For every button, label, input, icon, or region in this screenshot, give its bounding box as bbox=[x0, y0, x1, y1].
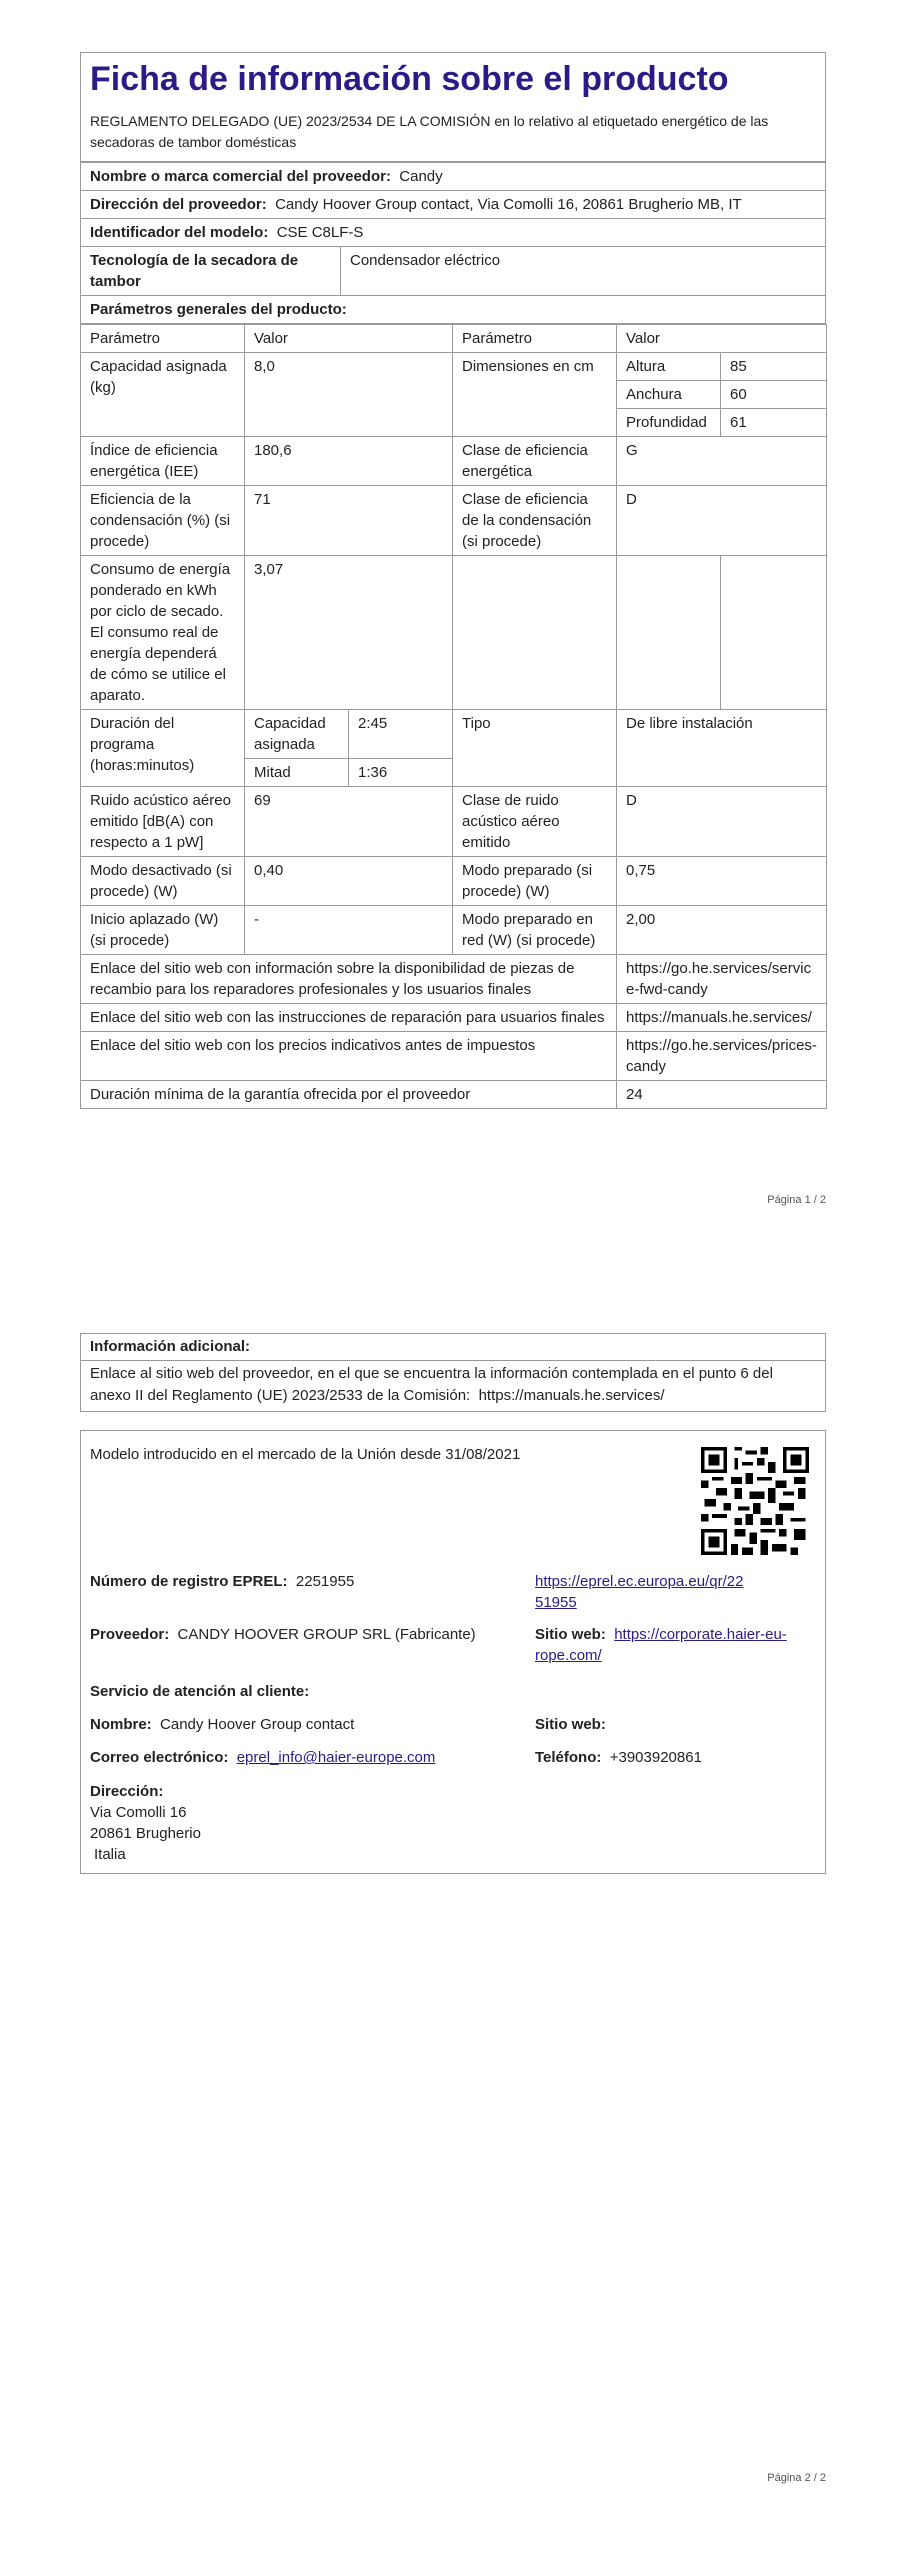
energy-class-value: G bbox=[617, 437, 827, 486]
supplier-name-label: Nombre o marca comercial del proveedor: bbox=[90, 168, 391, 185]
eprel-reg-link-line1[interactable]: https://eprel.ec.europa.eu/qr/22 bbox=[535, 1573, 744, 1590]
width-label: Anchura bbox=[617, 381, 721, 409]
regulation-subtitle: REGLAMENTO DELEGADO (UE) 2023/2534 DE LA COMISIÓN en lo relativo al etiquetado energético de las secadoras de tambor domésticas bbox=[90, 113, 769, 150]
eprel-reg-value: 2251955 bbox=[295, 1573, 355, 1590]
contact-name-row bbox=[90, 1714, 354, 1735]
phone-label: Teléfono: bbox=[535, 1749, 602, 1766]
repair-label: Enlace del sitio web con las instrucciones de reparación para usuarios finales bbox=[81, 1004, 617, 1032]
model-row bbox=[81, 219, 826, 247]
standby-label: Modo preparado (si procede) (W) bbox=[453, 857, 617, 906]
qr-code-icon[interactable] bbox=[701, 1447, 809, 1555]
supplier-name-value: Candy bbox=[399, 168, 443, 185]
off-mode-value: 0,40 bbox=[245, 857, 453, 906]
email-label: Correo electrónico: bbox=[90, 1749, 229, 1766]
params-section-label: Parámetros generales del producto: bbox=[81, 296, 826, 324]
warranty-label: Duración mínima de la garantía ofrecida por el proveedor bbox=[81, 1081, 617, 1109]
product-information-sheet bbox=[80, 52, 826, 1109]
model-value: CSE C8LF-S bbox=[276, 224, 364, 241]
repair-link[interactable]: https://manuals.he.services/ bbox=[617, 1004, 827, 1032]
off-mode-label: Modo desactivado (si procede) (W) bbox=[81, 857, 245, 906]
noise-value: 69 bbox=[245, 787, 453, 857]
phone-row bbox=[535, 1747, 702, 1768]
supplier-label: Proveedor: bbox=[90, 1626, 170, 1643]
noise-class-label: Clase de ruido acústico aéreo emitido bbox=[453, 787, 617, 857]
additional-info-url[interactable]: https://manuals.he.services/ bbox=[478, 1387, 665, 1404]
additional-info-box bbox=[80, 1333, 826, 1412]
energy-consumption-value: 3,07 bbox=[245, 556, 453, 710]
capacity-value: 8,0 bbox=[245, 353, 453, 437]
supplier-address-value: Candy Hoover Group contact, Via Comolli 16, 20861 Brugherio MB, IT bbox=[275, 196, 742, 213]
network-standby-value: 2,00 bbox=[617, 906, 827, 955]
cond-eff-value: 71 bbox=[245, 486, 453, 556]
website-link-line2[interactable]: rope.com/ bbox=[535, 1647, 602, 1664]
energy-class-label: Clase de eficiencia energética bbox=[453, 437, 617, 486]
empty-cell bbox=[453, 556, 617, 710]
duration-label: Duración del programa (horas:minutos) bbox=[81, 710, 245, 787]
additional-info-text: Enlace al sitio web del proveedor, en el que se encuentra la información contemplada en el punto 6 del anexo II del Reglamento (UE) 2023/2533 de la Comisión: bbox=[90, 1365, 773, 1404]
params-table bbox=[80, 324, 827, 1109]
market-text: Modelo introducido en el mercado de la Unión desde 31/08/2021 bbox=[90, 1446, 521, 1463]
prices-label: Enlace del sitio web con los precios indicativos antes de impuestos bbox=[81, 1032, 617, 1081]
col-param-header: Parámetro bbox=[81, 325, 245, 353]
energy-consumption-label: Consumo de energía ponderado en kWh por ciclo de secado. El consumo real de energía dependerá de cómo se utilice el aparato. bbox=[81, 556, 245, 710]
dimensions-label: Dimensiones en cm bbox=[453, 353, 617, 437]
cond-class-value: D bbox=[617, 486, 827, 556]
website-label: Sitio web: bbox=[535, 1626, 606, 1643]
customer-service-label: Servicio de atención al cliente: bbox=[90, 1683, 310, 1700]
duration-half-label: Mitad bbox=[245, 759, 349, 787]
address-line-1: Via Comolli 16 bbox=[90, 1804, 187, 1821]
model-label: Identificador del modelo: bbox=[90, 224, 269, 241]
address-line-2: 20861 Brugherio bbox=[90, 1825, 201, 1842]
delay-start-value: - bbox=[245, 906, 453, 955]
email-link[interactable]: eprel_info@haier-europe.com bbox=[236, 1749, 436, 1766]
contact-name-value: Candy Hoover Group contact bbox=[160, 1716, 355, 1733]
cond-class-label: Clase de eficiencia de la condensación (si procede) bbox=[453, 486, 617, 556]
phone-value: +3903920861 bbox=[609, 1749, 702, 1766]
supplier-row bbox=[90, 1624, 476, 1645]
depth-value: 61 bbox=[721, 409, 827, 437]
height-label: Altura bbox=[617, 353, 721, 381]
eprel-reg-label: Número de registro EPREL: bbox=[90, 1573, 288, 1590]
address-label: Dirección: bbox=[90, 1783, 164, 1800]
supplier-address-row bbox=[81, 191, 826, 219]
duration-full-label: Capacidad asignada bbox=[245, 710, 349, 759]
col-value-header-2: Valor bbox=[617, 325, 827, 353]
additional-info-body bbox=[81, 1361, 825, 1411]
contact-name-label: Nombre: bbox=[90, 1716, 152, 1733]
tech-label: Tecnología de la secadora de tambor bbox=[81, 247, 341, 296]
iee-label: Índice de eficiencia energética (IEE) bbox=[81, 437, 245, 486]
contact-web-label: Sitio web: bbox=[535, 1716, 606, 1733]
noise-label: Ruido acústico aéreo emitido [dB(A) con respecto a 1 pW] bbox=[81, 787, 245, 857]
address-line-3: Italia bbox=[94, 1846, 126, 1863]
page-title: Ficha de información sobre el producto bbox=[90, 60, 729, 98]
capacity-label: Capacidad asignada (kg) bbox=[81, 353, 245, 437]
additional-info-title: Información adicional: bbox=[81, 1334, 825, 1361]
cond-eff-label: Eficiencia de la condensación (%) (si procede) bbox=[81, 486, 245, 556]
page-number-1: Página 1 / 2 bbox=[767, 1194, 826, 1206]
website-row bbox=[535, 1624, 787, 1666]
network-standby-label: Modo preparado en red (W) (si procede) bbox=[453, 906, 617, 955]
delay-start-label: Inicio aplazado (W) (si procede) bbox=[81, 906, 245, 955]
col-value-header: Valor bbox=[245, 325, 453, 353]
empty-cell bbox=[721, 556, 827, 710]
supplier-name-row bbox=[81, 163, 826, 191]
height-value: 85 bbox=[721, 353, 827, 381]
type-value: De libre instalación bbox=[617, 710, 827, 787]
header-cell bbox=[81, 53, 826, 162]
supplier-value: CANDY HOOVER GROUP SRL (Fabricante) bbox=[177, 1626, 476, 1643]
depth-label: Profundidad bbox=[617, 409, 721, 437]
col-param-header-2: Parámetro bbox=[453, 325, 617, 353]
iee-value: 180,6 bbox=[245, 437, 453, 486]
prices-link[interactable]: https://go.he.services/prices-candy bbox=[617, 1032, 827, 1081]
standby-value: 0,75 bbox=[617, 857, 827, 906]
type-label: Tipo bbox=[453, 710, 617, 787]
page-number-2: Página 2 / 2 bbox=[767, 2472, 826, 2484]
tech-value: Condensador eléctrico bbox=[341, 247, 826, 296]
empty-cell bbox=[617, 556, 721, 710]
eprel-reg-row bbox=[90, 1571, 354, 1592]
spare-parts-link[interactable]: https://go.he.services/service-fwd-candy bbox=[617, 955, 827, 1004]
duration-full-value: 2:45 bbox=[349, 710, 453, 759]
eprel-reg-link-line2[interactable]: 51955 bbox=[535, 1594, 577, 1611]
website-link-line1[interactable]: https://corporate.haier-eu- bbox=[614, 1626, 787, 1643]
email-row bbox=[90, 1747, 435, 1768]
spare-parts-label: Enlace del sitio web con información sobre la disponibilidad de piezas de recambio para los reparadores profesionales y los usuarios finales bbox=[81, 955, 617, 1004]
header-table bbox=[80, 52, 826, 162]
warranty-value: 24 bbox=[617, 1081, 827, 1109]
duration-half-value: 1:36 bbox=[349, 759, 453, 787]
supplier-table bbox=[80, 162, 826, 324]
address-block bbox=[90, 1781, 201, 1865]
noise-class-value: D bbox=[617, 787, 827, 857]
supplier-address-label: Dirección del proveedor: bbox=[90, 196, 267, 213]
eprel-box bbox=[80, 1430, 826, 1874]
width-value: 60 bbox=[721, 381, 827, 409]
eprel-reg-link[interactable] bbox=[535, 1571, 743, 1613]
